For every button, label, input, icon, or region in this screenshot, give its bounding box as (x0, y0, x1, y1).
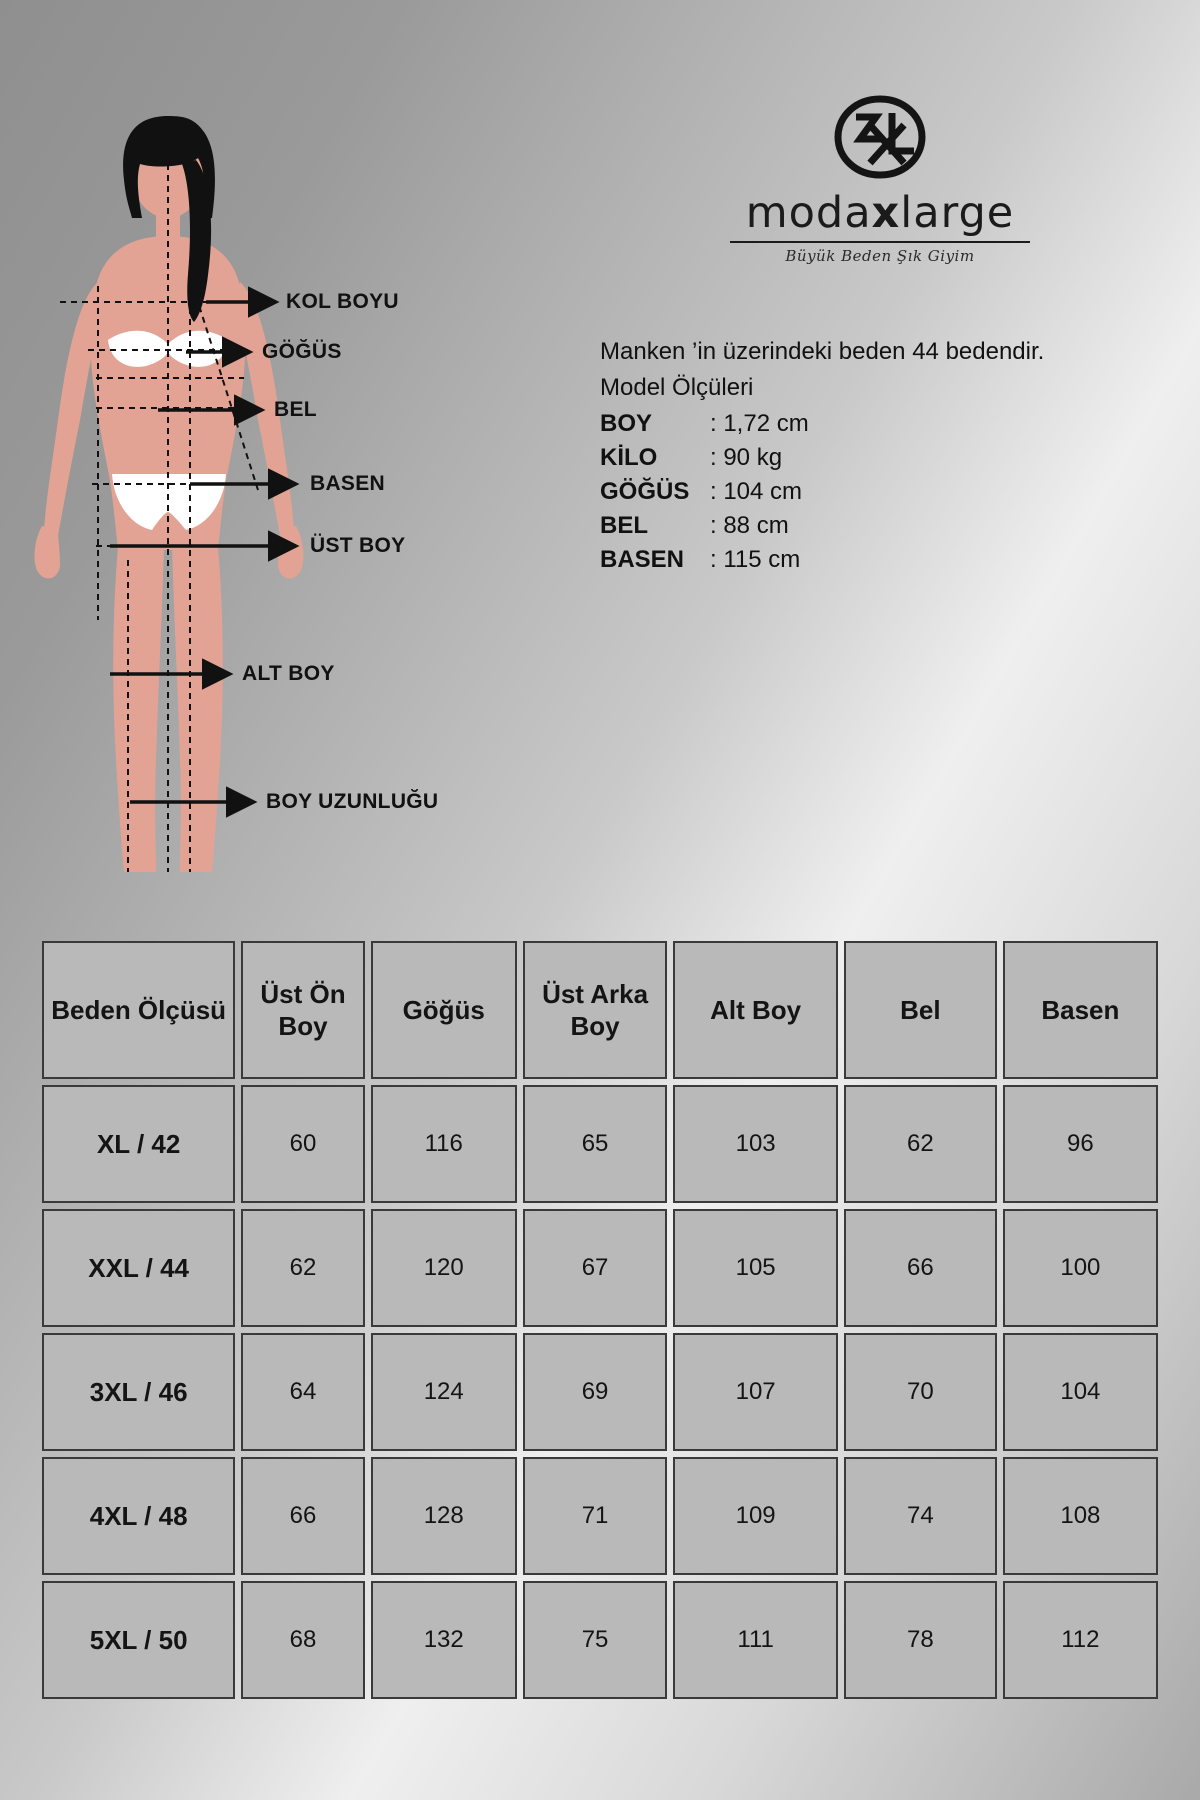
cell-ust-arka-boy: 67 (523, 1209, 668, 1327)
model-value-gogus: : 104 cm (710, 478, 803, 506)
col-header-ust-arka-boy: Üst Arka Boy (523, 941, 668, 1079)
table-row (42, 1333, 1158, 1451)
size-chart (36, 935, 1164, 1705)
model-row-boy (600, 407, 1160, 441)
cell-size: 4XL / 48 (42, 1457, 235, 1575)
col-header-basen: Basen (1003, 941, 1158, 1079)
cell-alt-boy: 103 (673, 1085, 838, 1203)
label-kol-boyu: KOL BOYU (286, 290, 399, 313)
cell-ust-arka-boy: 65 (523, 1085, 668, 1203)
cell-alt-boy: 111 (673, 1581, 838, 1699)
cell-size: 5XL / 50 (42, 1581, 235, 1699)
modaxlarge-monogram-icon (830, 95, 930, 184)
col-header-ust-on-boy: Üst Ön Boy (241, 941, 364, 1079)
label-basen: BASEN (310, 472, 386, 495)
model-key-kilo: KİLO (600, 444, 658, 472)
female-body-figure-icon (0, 60, 540, 930)
cell-basen: 104 (1003, 1333, 1158, 1451)
size-table (36, 935, 1164, 1705)
label-boy-uzunlugu: BOY UZUNLUĞU (266, 790, 439, 813)
cell-ust-on-boy: 62 (241, 1209, 364, 1327)
cell-ust-on-boy: 68 (241, 1581, 364, 1699)
cell-bel: 74 (844, 1457, 997, 1575)
model-key-bel: BEL (600, 512, 648, 540)
brand-name-part2: large (900, 188, 1015, 238)
table-row (42, 1209, 1158, 1327)
col-header-beden-olcusu: Beden Ölçüsü (42, 941, 235, 1079)
brand-name-x: x (871, 188, 901, 238)
cell-ust-arka-boy: 69 (523, 1333, 668, 1451)
model-row-basen (600, 543, 1160, 577)
table-row (42, 1085, 1158, 1203)
cell-gogus: 128 (371, 1457, 517, 1575)
model-row-kilo (600, 441, 1160, 475)
label-bel: BEL (274, 398, 317, 421)
cell-gogus: 116 (371, 1085, 517, 1203)
model-key-boy: BOY (600, 410, 653, 438)
cell-alt-boy: 107 (673, 1333, 838, 1451)
body-diagram (0, 60, 540, 930)
cell-ust-arka-boy: 71 (523, 1457, 668, 1575)
cell-ust-on-boy: 64 (241, 1333, 364, 1451)
col-header-bel: Bel (844, 941, 997, 1079)
col-header-alt-boy: Alt Boy (673, 941, 838, 1079)
table-row (42, 1581, 1158, 1699)
brand-name-part1: moda (745, 188, 872, 238)
cell-basen: 96 (1003, 1085, 1158, 1203)
model-value-kilo: : 90 kg (710, 444, 783, 472)
table-header-row (42, 941, 1158, 1079)
cell-basen: 112 (1003, 1581, 1158, 1699)
brand-wordmark (746, 188, 1015, 238)
cell-size: XXL / 44 (42, 1209, 235, 1327)
model-value-bel: : 88 cm (710, 512, 789, 540)
model-measurements (600, 335, 1160, 578)
cell-bel: 70 (844, 1333, 997, 1451)
label-gogus: GÖĞÜS (262, 340, 342, 363)
model-measurements-title: Model Ölçüleri (600, 374, 754, 402)
label-ust-boy: ÜST BOY (310, 534, 406, 557)
brand-logo (600, 95, 1160, 265)
cell-basen: 100 (1003, 1209, 1158, 1327)
model-row-bel (600, 509, 1160, 543)
model-size-note: Manken ’in üzerindeki beden 44 bedendir. (600, 338, 1045, 365)
label-alt-boy: ALT BOY (242, 662, 335, 685)
col-header-gogus: Göğüs (371, 941, 517, 1079)
cell-ust-on-boy: 60 (241, 1085, 364, 1203)
cell-bel: 62 (844, 1085, 997, 1203)
model-value-boy: : 1,72 cm (710, 410, 809, 438)
cell-gogus: 124 (371, 1333, 517, 1451)
cell-ust-arka-boy: 75 (523, 1581, 668, 1699)
cell-bel: 78 (844, 1581, 997, 1699)
brand-and-model-block (600, 95, 1160, 578)
brand-tagline: Büyük Beden Şık Giyim (785, 247, 975, 265)
cell-gogus: 120 (371, 1209, 517, 1327)
cell-size: XL / 42 (42, 1085, 235, 1203)
table-row (42, 1457, 1158, 1575)
cell-alt-boy: 109 (673, 1457, 838, 1575)
cell-gogus: 132 (371, 1581, 517, 1699)
model-row-gogus (600, 475, 1160, 509)
model-value-basen: : 115 cm (710, 546, 801, 574)
cell-size: 3XL / 46 (42, 1333, 235, 1451)
cell-ust-on-boy: 66 (241, 1457, 364, 1575)
logo-divider (730, 241, 1030, 243)
cell-alt-boy: 105 (673, 1209, 838, 1327)
model-key-gogus: GÖĞÜS (600, 478, 690, 506)
model-key-basen: BASEN (600, 546, 685, 574)
cell-basen: 108 (1003, 1457, 1158, 1575)
cell-bel: 66 (844, 1209, 997, 1327)
